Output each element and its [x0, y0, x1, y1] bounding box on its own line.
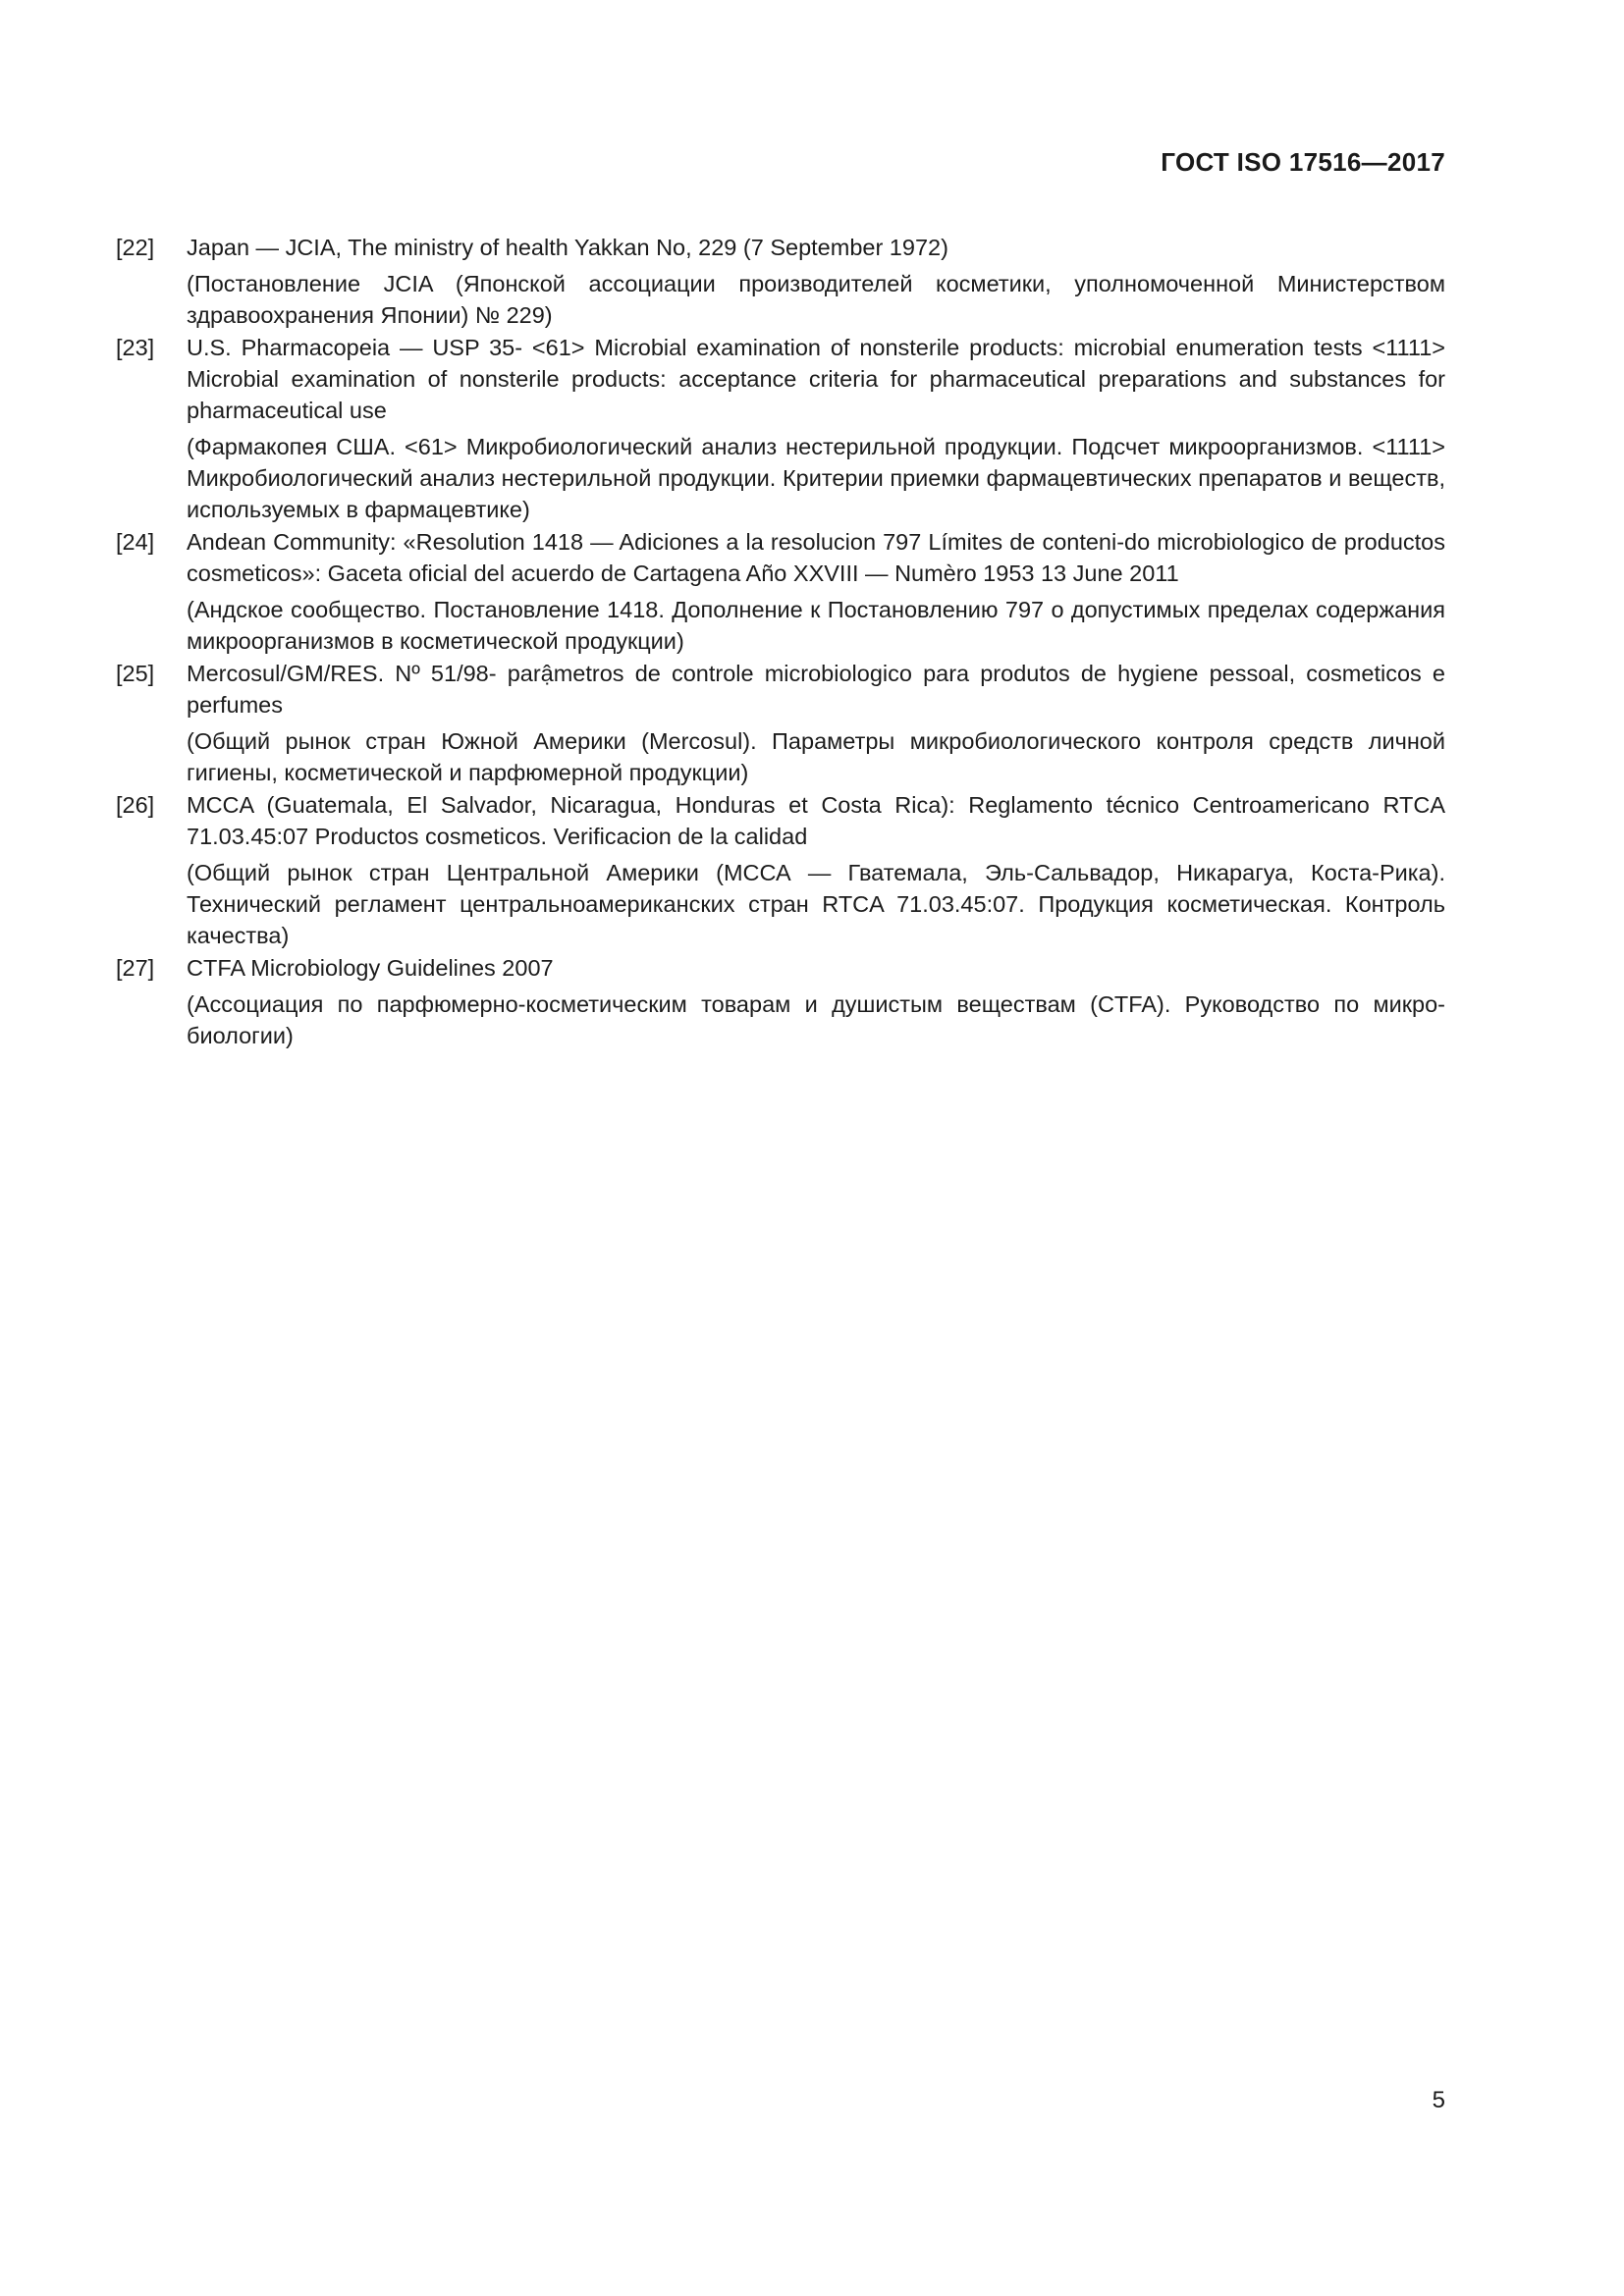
entry-number: [23]: [116, 335, 155, 360]
entry-number: [25]: [116, 661, 155, 686]
entry-body: [187, 232, 1445, 332]
entry-translation-text: (Общий рынок стран Центральной Америки (МССА — Гватемала, Эль-Сальвадор, Никарагуа, Коста-Рика). Технический регламент центральноамериканских стран RTCA 71.03.45:07. Продукция косметическая. Контроль качества): [187, 860, 1445, 948]
entry-original-text: U.S. Pharmacopeia — USP 35- <61> Microbial examination of nonsterile products: microbial enumeration tests <1111> Microbial examination of nonsterile products: acceptance criteria for pharmaceutical preparations and substances for pharmaceutical use: [187, 335, 1445, 423]
entry-number: [24]: [116, 529, 155, 555]
bibliography-entry: [116, 789, 1445, 952]
entry-body: [187, 658, 1445, 789]
entry-body: [187, 952, 1445, 1052]
bibliography-entry: [116, 526, 1445, 658]
bibliography-list: [116, 232, 1445, 1052]
entry-number: [26]: [116, 792, 155, 818]
entry-original-text: Mercosul/GM/RES. Nº 51/98- parậmetros de controle microbiologico para produtos de hygiene pessoal, cosmeticos e perfumes: [187, 661, 1445, 718]
entry-translation-text: (Андское сообщество. Постановление 1418. Дополнение к Постановлению 797 о допустимых пределах содержания микроорганизмов в косметической продукции): [187, 597, 1445, 654]
bibliography-entry: [116, 658, 1445, 789]
entry-number: [22]: [116, 235, 155, 260]
entry-original-text: Japan — JCIA, The ministry of health Yakkan No, 229 (7 September 1972): [187, 235, 948, 260]
entry-body: [187, 789, 1445, 952]
entry-translation-text: (Общий рынок стран Южной Америки (Mercosul). Параметры микробиологического контроля средств личной гигиены, косметической и парфюмерной продукции): [187, 728, 1445, 785]
entry-translation-text: (Ассоциация по парфюмерно-косметическим товарам и душистым веществам (CTFA). Руководство по микробиологии): [187, 991, 1445, 1048]
standard-designation: ГОСТ ISO 17516—2017: [1161, 147, 1445, 177]
entry-original-text: MCCA (Guatemala, El Salvador, Nicaragua, Honduras et Costa Rica): Reglamento técnico Centroamericano RTCA 71.03.45:07 Productos cosmeticos. Verificacion de la calidad: [187, 792, 1445, 849]
entry-body: [187, 526, 1445, 658]
bibliography-entry: [116, 232, 1445, 332]
entry-body: [187, 332, 1445, 526]
entry-translation-text: (Фармакопея США. <61> Микробиологический анализ нестерильной продукции. Подсчет микроорганизмов. <1111> Микробиологический анализ нестерильной продукции. Критерии приемки фармацевтических препаратов и веществ, используемых в фармацевтике): [187, 434, 1445, 522]
entry-original-text: CTFA Microbiology Guidelines 2007: [187, 955, 554, 981]
entry-translation-text: (Постановление JCIA (Японской ассоциации производителей косметики, уполномоченной Министерством здравоохранения Японии) № 229): [187, 271, 1445, 328]
bibliography-entry: [116, 952, 1445, 1052]
entry-number: [27]: [116, 955, 155, 981]
bibliography-entry: [116, 332, 1445, 526]
entry-original-text: Andean Community: «Resolution 1418 — Adiciones a la resolucion 797 Límites de conteni-do microbiologico de productos cosmeticos»: Gaceta oficial del acuerdo de Cartagena Año XXVIII — Numèro 1953 13 June 2011: [187, 529, 1445, 586]
page-number: 5: [1432, 2087, 1445, 2113]
